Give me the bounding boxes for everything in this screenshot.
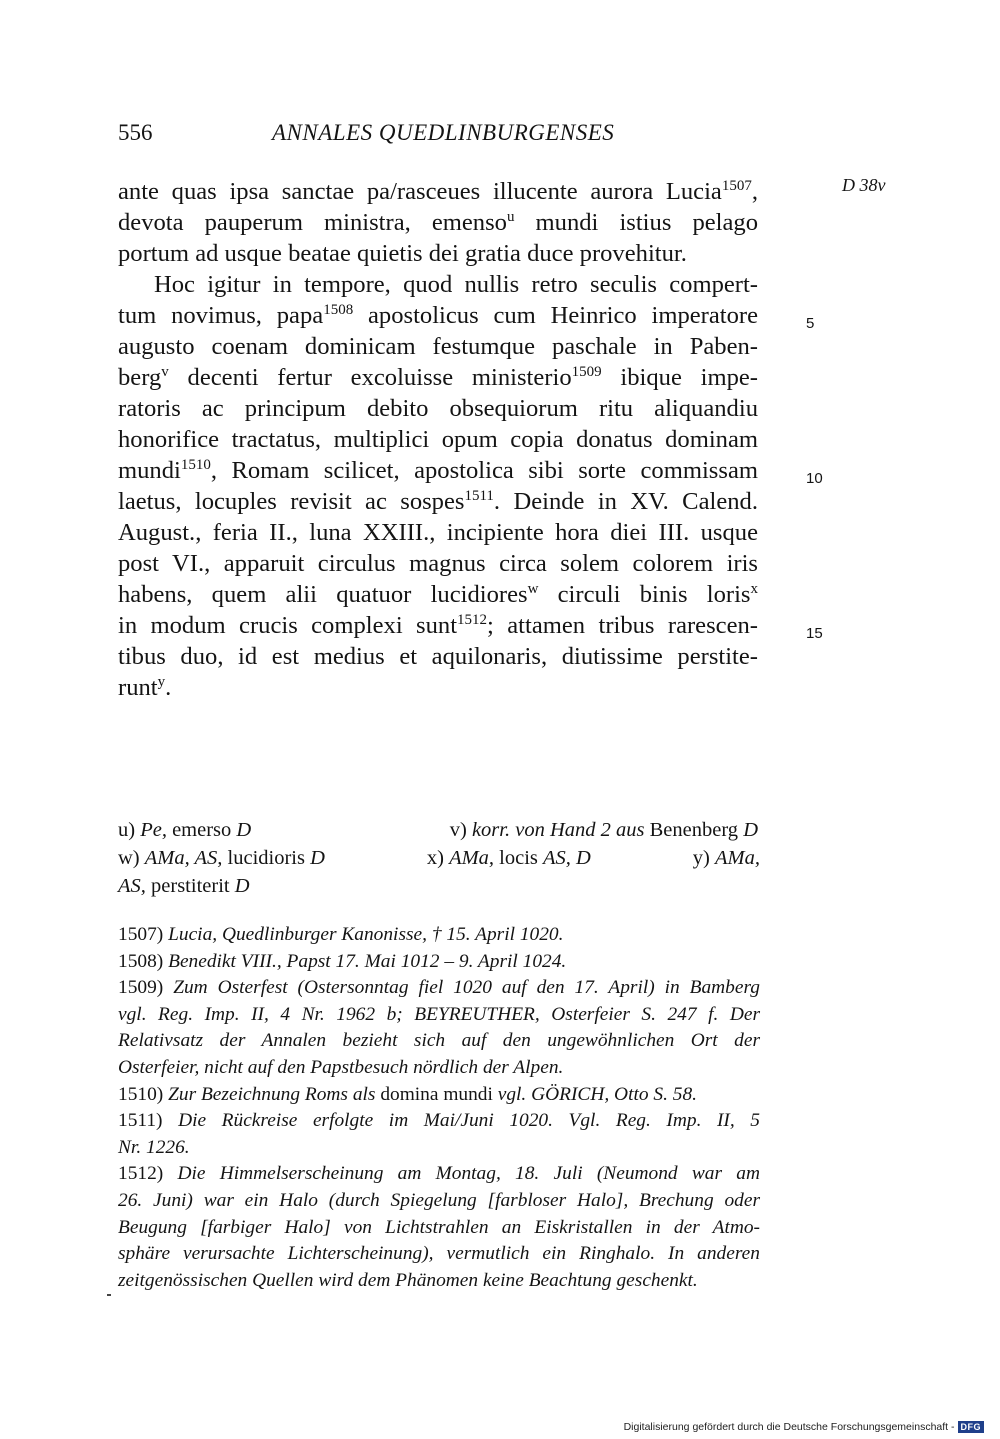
text-line-17: runt$^y$. — [118, 674, 172, 701]
text-line-5: tum novimus, papa$^{1508}$ apostolicus cum Heinrico imperatore — [118, 302, 758, 329]
footnote-1511: 1511) Die Rückreise erfolgte im Mai/Juni 1020. Vgl. Reg. Imp. II, 5 — [118, 1110, 760, 1132]
stray-ink-mark — [107, 1294, 111, 1296]
apparatus-note-v: v) korr. von Hand 2 aus Benenberg D — [449, 819, 758, 841]
footnote-ref-1510: 1510 — [180, 457, 211, 473]
apparatus-row — [118, 844, 760, 872]
apparatus-note-y: y) AMa, — [692, 847, 760, 869]
footnotes — [118, 922, 760, 1294]
text-line-11: laetus, locuples revisit ac sospes$^{1511}$. Deinde in XV. Calend. — [118, 488, 758, 515]
line-number-5: 5 — [806, 315, 815, 332]
footnote-1512-cont: zeitgenössischen Quellen wird dem Phänomen keine Beachtung geschenkt. — [118, 1269, 698, 1291]
text-line-13: post VI., apparuit circulus magnus circa solem colorem iris — [118, 550, 758, 577]
margin-sigil: D 38v — [842, 175, 886, 195]
text-line-2: devota pauperum ministra, emenso$^u$ mundi istius pelago — [118, 209, 759, 236]
footnote-1509-cont: Osterfeier, nicht auf den Papstbesuch nördlich der Alpen. — [118, 1056, 564, 1078]
apparatus-ref-v: v — [161, 364, 169, 380]
apparatus-note-y-cont: AS, perstiterit D — [118, 875, 250, 897]
text-line-8: ratoris ac principum debito obsequiorum ritu aliquandiu — [118, 395, 758, 422]
dfg-logo-icon: DFG — [958, 1421, 985, 1433]
apparatus-ref-u: u — [506, 209, 515, 225]
footnote-1508: 1508) Benedikt VIII., Papst 17. Mai 1012 – 9. April 1024. — [118, 950, 567, 972]
text-line-14: habens, quem alii quatuor lucidiores$^w$ circuli binis loris$^x$ — [118, 581, 758, 608]
apparatus-ref-x: x — [750, 581, 758, 597]
apparatus-note-x: x) AMa, locis AS, D — [426, 847, 591, 869]
page-number: 556 — [118, 120, 153, 145]
apparatus-ref-w: w — [527, 581, 539, 597]
footnote-1512-cont: sphäre verursachte Lichterscheinung), vermutlich ein Ringhalo. In anderen — [118, 1243, 760, 1265]
text-line-4: Hoc igitur in tempore, quod nullis retro seculis compert- — [154, 271, 758, 298]
footnote-1507: 1507) Lucia, Quedlinburger Kanonisse, † 15. April 1020. — [118, 924, 564, 945]
running-title: ANNALES QUEDLINBURGENSES — [272, 120, 615, 145]
credit-text: Digitalisierung gefördert durch die Deutsche Forschungsgemeinschaft - — [623, 1421, 955, 1433]
text-line-7: berg$^v$ decenti fertur excoluisse ministerio$^{1509}$ ibique impe- — [118, 364, 758, 391]
apparatus-row — [118, 872, 760, 900]
footnote-1509-cont: vgl. Reg. Imp. II, 4 Nr. 1962 b; BEYREUTHER, Osterfeier S. 247 f. Der — [118, 1003, 760, 1025]
text-line-15: in modum crucis complexi sunt$^{1512}$; attamen tribus rarescen- — [118, 612, 758, 639]
footnote-1509-cont: Relativsatz der Annalen bezieht sich auf den ungewöhnlichen Ort der — [118, 1030, 760, 1052]
text-line-3: portum ad usque beatae quietis dei gratia duce provehitur. — [118, 240, 687, 267]
critical-apparatus — [118, 816, 760, 900]
text-line-9: honorifice tractatus, multiplici opum copia donatus dominam — [118, 426, 758, 453]
line-number-15: 15 — [806, 625, 823, 642]
footnote-1512-cont: 26. Juni) war ein Halo (durch Spiegelung [farbloser Halo], Brechung oder — [118, 1189, 760, 1211]
footnote-1511-cont: Nr. 1226. — [118, 1136, 190, 1158]
footnote-ref-1508: 1508 — [323, 302, 354, 318]
text-line-10: mundi$^{1510}$, Romam scilicet, apostolica sibi sorte commissam — [118, 457, 758, 484]
footnote-1512: 1512) Die Himmelserscheinung am Montag, 18. Juli (Neumond war am — [118, 1163, 760, 1185]
footnote-ref-1509: 1509 — [571, 364, 602, 380]
apparatus-row — [118, 816, 760, 844]
footnote-ref-1507: 1507 — [721, 178, 752, 194]
digitization-credit — [624, 1421, 984, 1433]
apparatus-ref-y: y — [157, 674, 166, 690]
main-text — [118, 176, 758, 703]
apparatus-note-w: w) AMa, AS, lucidioris D — [118, 847, 325, 869]
footnote-1512-cont: Beugung [farbiger Halo] von Lichtstrahlen an Eiskristallen in der Atmo- — [118, 1216, 760, 1238]
text-line-6: augusto coenam dominicam festumque paschale in Paben- — [118, 333, 758, 360]
apparatus-note-u: u) Pe, emerso D — [118, 819, 252, 841]
footnote-1509: 1509) Zum Osterfest (Ostersonntag fiel 1020 auf den 17. April) in Bamberg — [118, 977, 760, 999]
footnote-1510: 1510) Zur Bezeichnung Roms als domina mundi vgl. GÖRICH, Otto S. 58. — [118, 1083, 698, 1105]
footnote-ref-1511: 1511 — [464, 488, 494, 504]
text-line-12: August., feria II., luna XXIII., incipiente hora diei III. usque — [118, 519, 758, 546]
footnote-ref-1512: 1512 — [457, 612, 488, 628]
text-line-16: tibus duo, id est medius et aquilonaris, diutissime perstite- — [118, 643, 758, 670]
text-line-1: ante quas ipsa sanctae pa/rasceues illucente aurora Lucia$^{1507}$, — [118, 178, 758, 205]
line-number-10: 10 — [806, 470, 823, 487]
